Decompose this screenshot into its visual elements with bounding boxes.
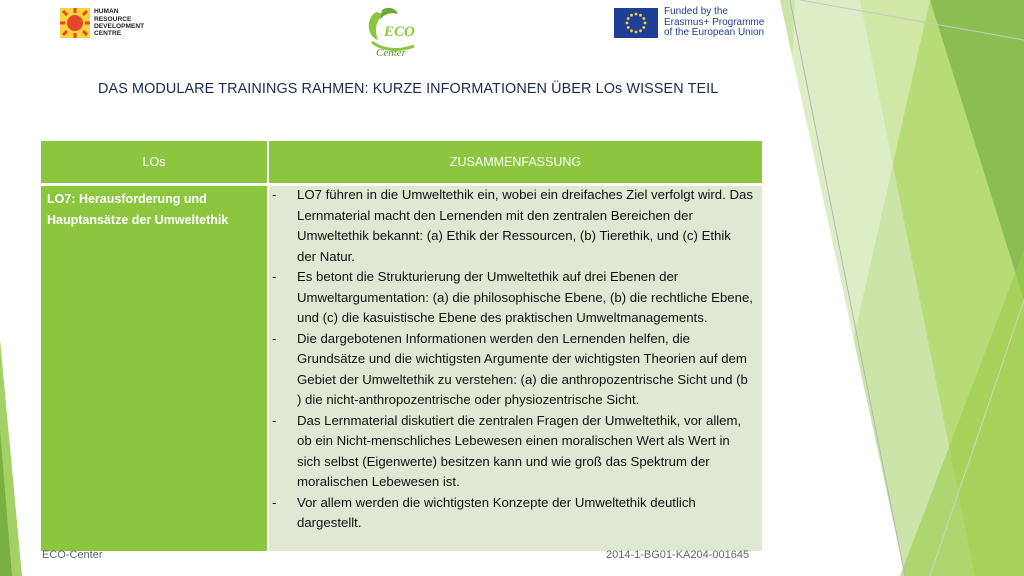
list-item: - Es betont die Strukturierung der Umweltethik auf drei Ebenen der Umweltargumentation: (a) die philosophische Ebene, (b) die rechtliche Ebene, und (c) die kasuistische Ebene des praktischen Umweltmanagements. [272, 269, 753, 325]
summary-list [269, 185, 759, 534]
list-item: - Das Lernmaterial diskutiert die zentralen Fragen der Umweltethik, vor allem, ob ein Nicht-menschliches Lebewesen einen moralischen Wert als Wert in sich selbst (Eigenwerte) besitzen kann und wie groß das Spektrum der moralischen Lebewesen ist. [272, 412, 742, 489]
column-header-summary: ZUSAMMENFASSUNG [269, 141, 762, 183]
eco-center-logo [362, 6, 424, 60]
hrdc-sun-icon [60, 8, 90, 38]
eu-erasmus-logo [614, 8, 774, 38]
svg-text:ECO: ECO [384, 24, 415, 40]
eu-logo-text: Funded by the Erasmus+ Programme of the European Union [664, 6, 765, 39]
footer-right: 2014-1-BG01-KA204-001645 [606, 549, 750, 561]
hrdc-logo [60, 6, 160, 40]
column-header-los: LOs [41, 141, 267, 183]
list-item: - Die dargebotenen Informationen werden den Lernenden helfen, die Grundsätze und die wichtigsten Argumente der wichtigsten Theorien auf dem Gebiet der Umweltethik zu verstehen: (a) die anthropozentrische Sicht und (b ) die nicht-anthropozentrische oder physiozentrische Sicht. [272, 330, 748, 407]
slide-title: DAS MODULARE TRAININGS RAHMEN: KURZE INFORMATIONEN ÜBER LOs WISSEN TEIL [98, 81, 719, 97]
svg-text:Center: Center [376, 47, 406, 59]
lo-cell [41, 186, 267, 551]
list-item: - Vor allem werden die wichtigsten Konzepte der Umweltethik deutlich dargestellt. [272, 494, 696, 530]
hrdc-logo-text: HUMAN RESOURCE DEVELOPMENT CENTRE [94, 8, 145, 38]
summary-table [41, 141, 762, 551]
lo-label: LO7: Herausforderung und Hauptansätze der Umweltethik [47, 192, 229, 227]
eu-flag-icon [614, 8, 658, 38]
summary-cell [269, 186, 762, 551]
list-item: - LO7 führen in die Umweltethik ein, wobei ein dreifaches Ziel verfolgt wird. Das Lernmaterial macht den Lernenden mit den zentralen Bereichen der Umweltethik bekannt: (a) Ethik der Ressourcen, (b) Tierethik, und (c) Ethik der Natur. [272, 187, 753, 264]
footer-left: ECO-Center [42, 549, 103, 561]
